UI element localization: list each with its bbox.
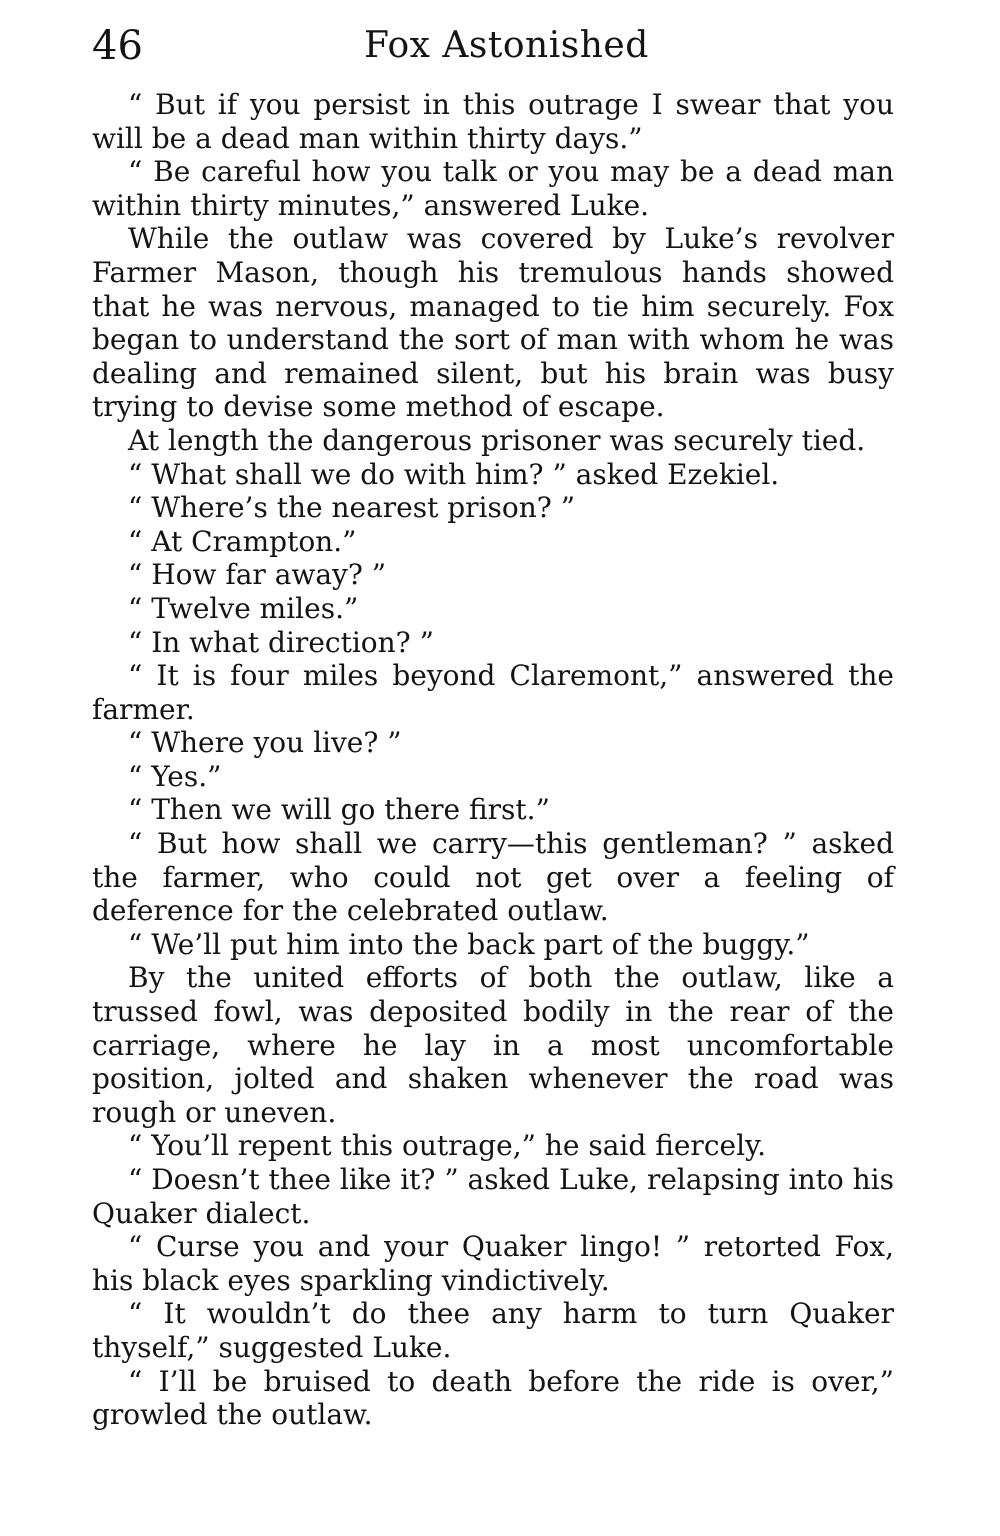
paragraph: While the outlaw was covered by Luke’s revolver Farmer Mason, though his tremulous hands showed that he was nervous, managed to tie him securely. Fox began to understand the sort of man with whom he was dealing and remained silent, but his brain was busy trying to devise some method of escape. <box>92 222 894 424</box>
paragraph: “ I’ll be bruised to death before the ride is over,” growled the outlaw. <box>92 1364 894 1432</box>
page-header <box>92 18 894 74</box>
body-text <box>92 88 894 1432</box>
paragraph: At length the dangerous prisoner was securely tied. <box>128 423 866 457</box>
page-number: 46 <box>92 23 143 69</box>
paragraph: “ But if you persist in this outrage I swear that you will be a dead man within thirty days.” <box>92 88 894 155</box>
paragraph: “ In what direction? ” <box>128 625 434 659</box>
paragraph: “ Where’s the nearest prison? ” <box>128 491 576 525</box>
paragraph: “ It is four miles beyond Claremont,” answered the farmer. <box>92 659 894 726</box>
paragraph: “ Doesn’t thee like it? ” asked Luke, relapsing into his Quaker dialect. <box>92 1163 895 1230</box>
paragraph: By the united efforts of both the outlaw, like a trussed fowl, was deposited bodily in the rear of the carriage, where he lay in a most uncomfortable position, jolted and shaken whenever the road was rough or uneven. <box>92 961 894 1129</box>
paragraph: “ At Crampton.” <box>128 524 357 558</box>
paragraph: “ But how shall we carry—this gentleman? ” asked the farmer, who could not get over a feeling of deference for the celebrated outlaw. <box>92 827 894 928</box>
paragraph: “ Twelve miles.” <box>128 591 359 625</box>
paragraph: “ It wouldn’t do thee any harm to turn Quaker thyself,” suggested Luke. <box>92 1297 894 1364</box>
paragraph: “ Be careful how you talk or you may be a dead man within thirty minutes,” answered Luke. <box>92 155 894 222</box>
running-title: Fox Astonished <box>364 25 649 66</box>
paragraph: “ Then we will go there first.” <box>128 793 550 827</box>
paragraph: “ What shall we do with him? ” asked Ezekiel. <box>128 457 780 491</box>
paragraph: “ Yes.” <box>128 759 222 793</box>
paragraph: “ Where you live? ” <box>128 726 402 760</box>
paragraph: “ We’ll put him into the back part of the buggy.” <box>128 927 810 961</box>
paragraph: “ How far away? ” <box>128 558 387 592</box>
paragraph: “ You’ll repent this outrage,” he said fiercely. <box>128 1129 767 1163</box>
paragraph: “ Curse you and your Quaker lingo! ” retorted Fox, his black eyes sparkling vindictively. <box>92 1230 894 1297</box>
